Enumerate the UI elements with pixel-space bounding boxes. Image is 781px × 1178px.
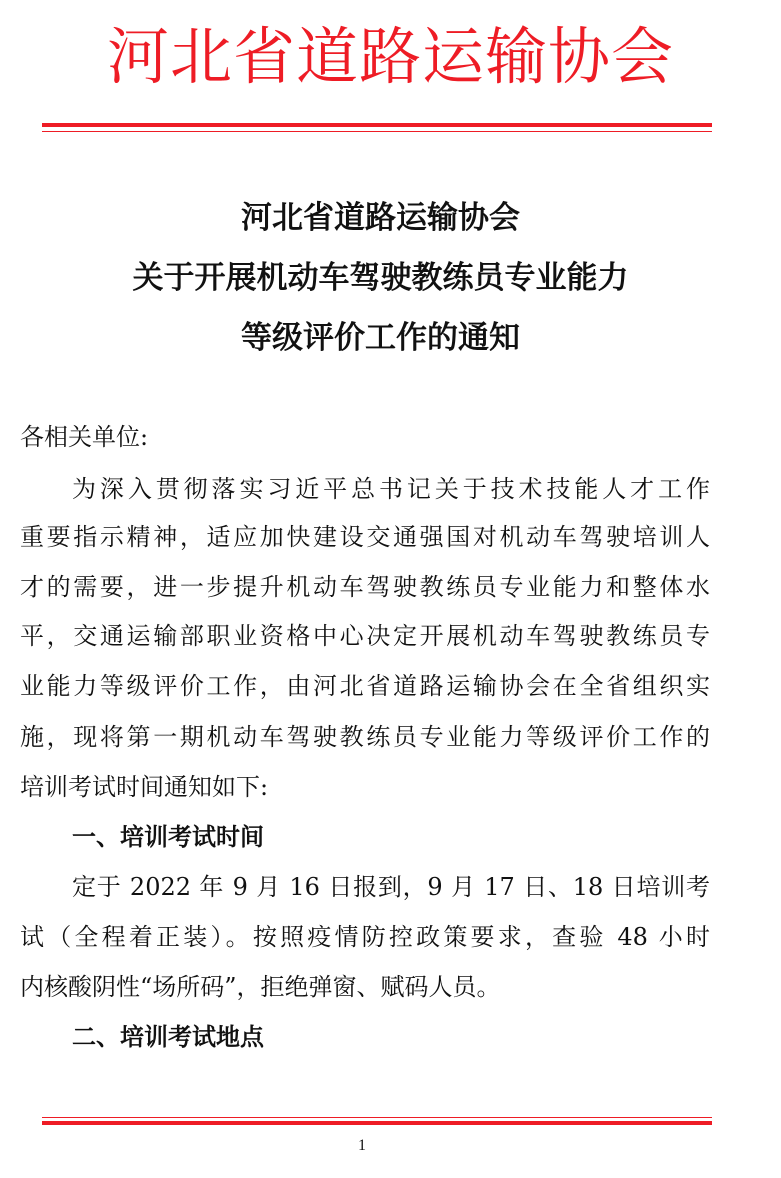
footer-rule-thick bbox=[42, 1121, 712, 1125]
title-line-1: 河北省道路运输协会 bbox=[241, 200, 520, 236]
paragraph-line: 施，现将第一期机动车驾驶教练员专业能力等级评价工作的 bbox=[20, 723, 710, 751]
paragraph-line: 内核酸阴性“场所码”，拒绝弹窗、赋码人员。 bbox=[20, 973, 501, 1001]
paragraph-line: 培训考试时间通知如下: bbox=[20, 773, 269, 801]
paragraph-line: 为深入贯彻落实习近平总书记关于技术技能人才工作 bbox=[72, 475, 710, 503]
footer-rule-thin bbox=[42, 1117, 712, 1118]
paragraph-line: 定于 2022 年 9 月 16 日报到，9 月 17 日、18 日培训考 bbox=[72, 873, 710, 901]
paragraph-line: 业能力等级评价工作，由河北省道路运输协会在全省组织实 bbox=[20, 672, 710, 700]
header-rule-thin bbox=[42, 131, 712, 132]
paragraph-line: 平，交通运输部职业资格中心决定开展机动车驾驶教练员专 bbox=[20, 622, 710, 650]
org-name-header: 河北省道路运输协会 bbox=[106, 20, 674, 93]
paragraph-line: 重要指示精神，适应加快建设交通强国对机动车驾驶培训人 bbox=[20, 523, 710, 551]
section-heading: 一、培训考试时间 bbox=[72, 823, 264, 851]
paragraph-line: 试（全程着正装）。按照疫情防控政策要求，查验 48 小时 bbox=[20, 923, 710, 951]
header-rule-thick bbox=[42, 123, 712, 127]
title-line-2: 关于开展机动车驾驶教练员专业能力 bbox=[132, 260, 629, 296]
paragraph-line: 才的需要，进一步提升机动车驾驶教练员专业能力和整体水 bbox=[20, 573, 710, 601]
title-line-3: 等级评价工作的通知 bbox=[241, 320, 520, 356]
section-heading: 二、培训考试地点 bbox=[72, 1023, 264, 1051]
salutation: 各相关单位: bbox=[20, 423, 149, 451]
page-number: 1 bbox=[358, 1137, 366, 1154]
